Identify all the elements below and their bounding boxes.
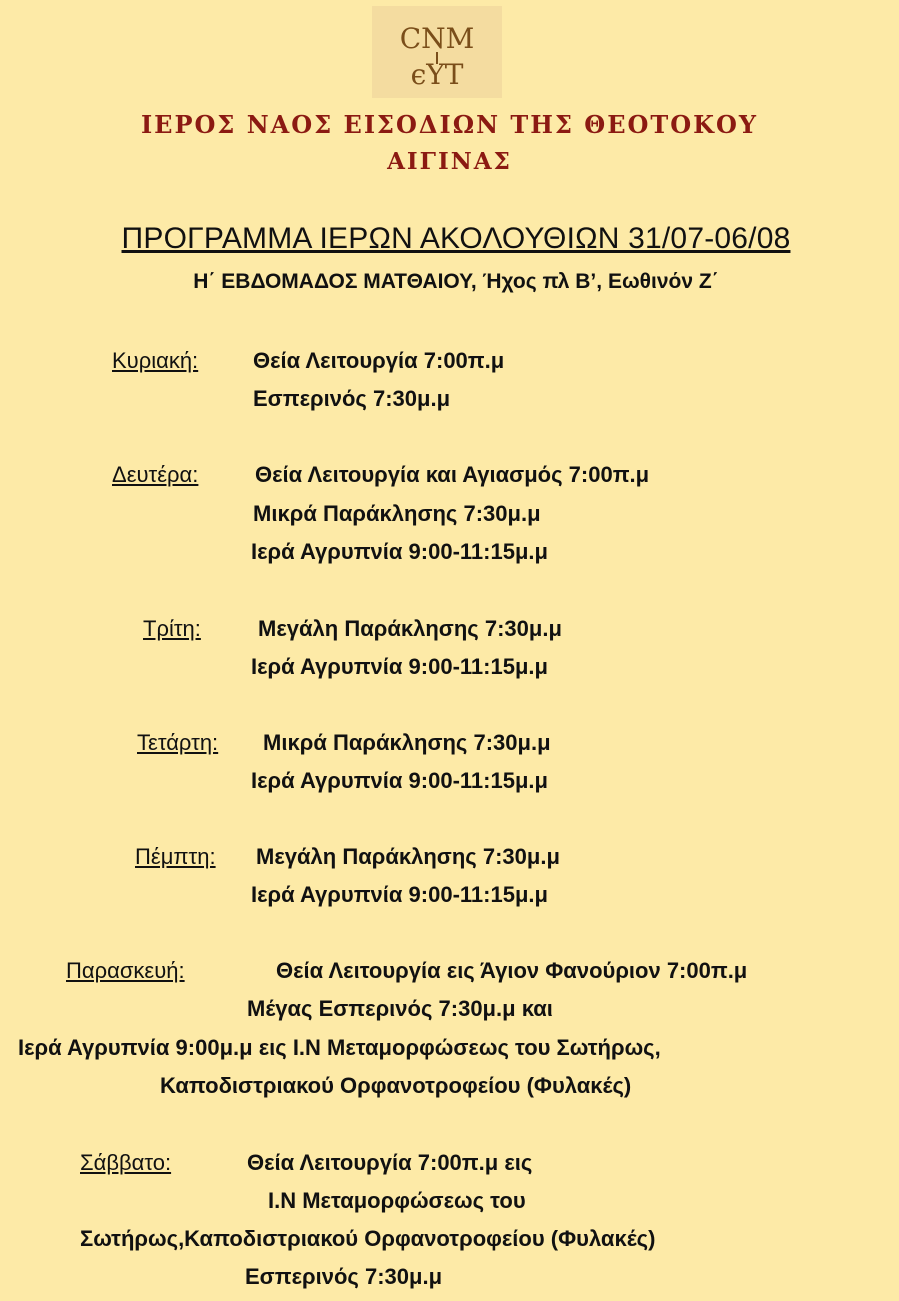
service-line: Ιερά Αγρυπνία 9:00μ.μ εις Ι.Ν Μεταμορφώσεως του Σωτήρως, [18,1035,661,1060]
service-line: Θεία Λειτουργία εις Άγιον Φανούριον 7:00π.μ [276,958,748,983]
schedule-title: ΠΡΟΓΡΑΜΜΑ ΙΕΡΩΝ ΑΚΟΛΟΥΘΙΩΝ 31/07-06/08 [121,222,791,255]
service-line: Ι.Ν Μεταμορφώσεως του [268,1188,526,1213]
service-line: Μεγάλη Παράκλησης 7:30μ.μ [256,844,560,869]
service-line: Θεία Λειτουργία 7:00π.μ εις [247,1150,533,1175]
logo-line-1: ϹΝΜ [399,22,475,55]
church-logo [372,6,502,98]
day-label-wednesday: Τετάρτη: [137,730,219,755]
service-line: Μικρά Παράκλησης 7:30μ.μ [253,501,541,526]
day-label-saturday: Σάββατο: [80,1150,172,1175]
day-label-sunday: Κυριακή: [112,348,199,373]
day-label-tuesday: Τρίτη: [143,616,201,641]
day-label-monday: Δευτέρα: [112,462,199,487]
service-line: Ιερά Αγρυπνία 9:00-11:15μ.μ [251,882,548,907]
service-line: Μέγας Εσπερινός 7:30μ.μ και [247,996,553,1021]
service-line: Θεία Λειτουργία 7:00π.μ [253,348,505,373]
service-line: Ιερά Αγρυπνία 9:00-11:15μ.μ [251,539,548,564]
service-line: Ιερά Αγρυπνία 9:00-11:15μ.μ [251,768,548,793]
service-line: Εσπερινός 7:30μ.μ [245,1264,443,1289]
monogram-icon [372,6,502,98]
church-location: ΑΙΓΙΝΑΣ [387,148,512,175]
service-line: Μικρά Παράκλησης 7:30μ.μ [263,730,551,755]
service-line: Εσπερινός 7:30μ.μ [253,386,451,411]
service-line: Σωτήρως,Καποδιστριακού Ορφανοτροφείου (Φυλακές) [80,1226,656,1251]
church-name: ΙΕΡΟΣ ΝΑΟΣ ΕΙΣΟΔΙΩΝ ΤΗΣ ΘΕΟΤΟΚΟΥ [140,110,759,139]
logo-line-2: ϵΥΤ [410,58,464,91]
day-label-thursday: Πέμπτη: [135,844,216,869]
service-line: Καποδιστριακού Ορφανοτροφείου (Φυλακές) [160,1073,632,1098]
service-line: Μεγάλη Παράκλησης 7:30μ.μ [258,616,562,641]
service-line: Ιερά Αγρυπνία 9:00-11:15μ.μ [251,654,548,679]
schedule-subtitle: Η΄ ΕΒΔΟΜΑΔΟΣ ΜΑΤΘΑΙΟΥ, Ήχος πλ Β’, Εωθινόν Ζ΄ [193,270,719,293]
day-label-friday: Παρασκευή: [66,958,185,983]
service-line: Θεία Λειτουργία και Αγιασμός 7:00π.μ [255,462,650,487]
